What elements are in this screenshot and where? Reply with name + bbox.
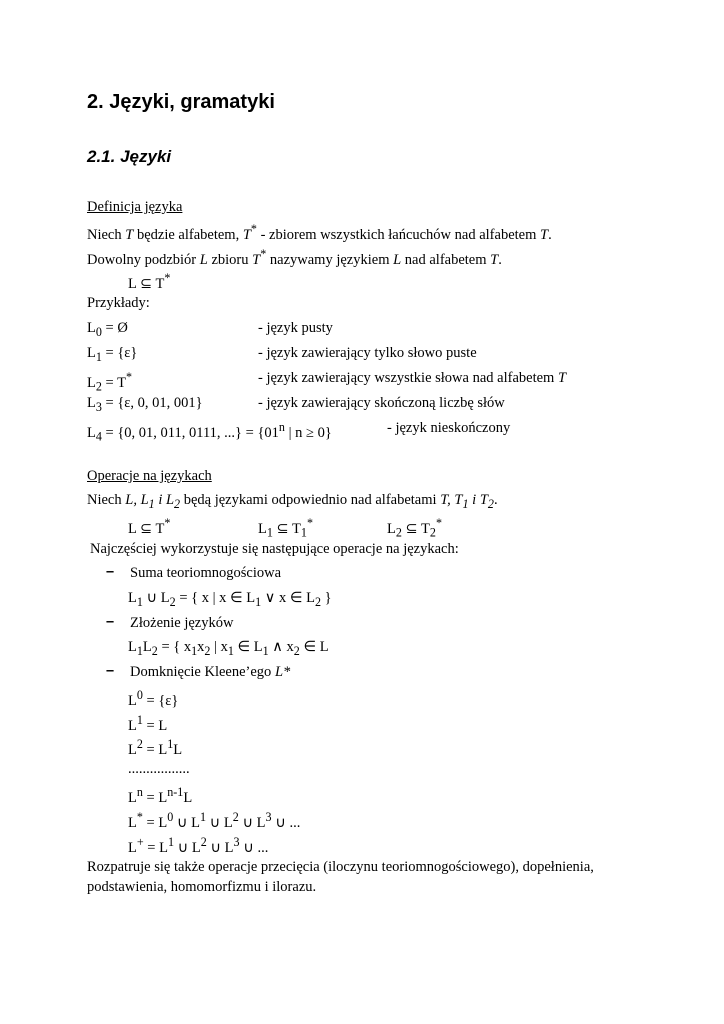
example-l0-description: - język pusty (258, 320, 333, 336)
example-l1-description: - język zawierający tylko słowo puste (258, 345, 477, 361)
dash-bullet: – (106, 663, 115, 679)
examples-heading: Przykłady: (87, 295, 150, 311)
subset-l2: $L_2$ ⊆ $T_2^*$ (387, 516, 442, 540)
dash-bullet: – (106, 564, 115, 580)
definition-line-2: Dowolny podzbiór L zbioru T* nazywamy językiem L nad alfabetem T. (87, 247, 502, 268)
closing-line-1: Rozpatruje się także operacje przecięcia (iloczynu teoriomnogościowego), dopełnienia, (87, 859, 594, 875)
example-l3-description: - język zawierający skończoną liczbę słów (258, 395, 505, 411)
subset-formula: L ⊆ T* (128, 271, 171, 292)
example-l1-formula: $L_1 = \{\varepsilon\}$ (87, 345, 138, 364)
kleene-l1: $L^1 = L$ (128, 713, 168, 734)
union-name: Suma teoriomnogościowa (130, 565, 282, 581)
kleene-lplus: $L^+ = L^1$ ∪ $L^2$ ∪ $L^3$ ∪ ... (128, 835, 269, 856)
concat-formula: $L_1L_2$ = { $x_1x_2$ | $x_1$ ∈ $L_1$ ∧ $x_2$ ∈ L (128, 639, 329, 658)
union-formula: $L_1$ ∪ $L_2$ = { x | x ∈ $L_1$ ∨ x ∈ $L_2$ } (128, 590, 332, 609)
example-l3-formula: $L_3 = \{\varepsilon$, 0, 01, 001} (87, 395, 203, 414)
kleene-lstar: $L^* = L^0$ ∪ $L^1$ ∪ $L^2$ ∪ $L^3$ ∪ ... (128, 810, 301, 831)
operations-intro: Niech L, $L_1$ i $L_2$ będą językami odpowiednio nad alfabetami T, $T_1$ i $T_2$. (87, 492, 498, 511)
concat-name: Złożenie języków (130, 615, 234, 631)
operations-heading: Operacje na językach (87, 468, 212, 484)
operations-common: Najczęściej wykorzystuje się następujące operacje na językach: (90, 541, 459, 557)
kleene-ln: $L^n = L^{n-1}L$ (128, 785, 193, 806)
example-l0-formula: $L_0$ = Ø (87, 320, 128, 339)
definition-heading: Definicja języka (87, 199, 183, 215)
example-l4-description: - język nieskończony (387, 420, 511, 436)
example-l2-description: - język zawierający wszystkie słowa nad alfabetem T (258, 370, 567, 386)
kleene-l2: $L^2 = L^1L$ (128, 737, 183, 758)
subset-l1: $L_1$ ⊆ $T_1^*$ (258, 516, 313, 540)
kleene-dots: ................. (128, 761, 190, 777)
page-title: 2. Języki, gramatyki (87, 91, 275, 113)
example-l4-formula: $L_4 = \{0$, 01, 011, 0111, ...} = {$01^n$ | n ≥ 0} (87, 420, 332, 444)
dash-bullet: – (106, 614, 115, 630)
kleene-l0: $L^0 = \{\varepsilon\}$ (128, 688, 179, 709)
example-l2-formula: $L_2 = T^*$ (87, 370, 132, 394)
kleene-name: Domknięcie Kleene’ego L* (130, 664, 291, 680)
subset-l: L ⊆ T* (128, 516, 171, 537)
section-title: 2.1. Języki (87, 147, 172, 166)
definition-line-1: Niech T będzie alfabetem, T* - zbiorem wszystkich łańcuchów nad alfabetem T. (87, 222, 552, 243)
closing-line-2: podstawienia, homomorfizmu i ilorazu. (87, 879, 317, 895)
